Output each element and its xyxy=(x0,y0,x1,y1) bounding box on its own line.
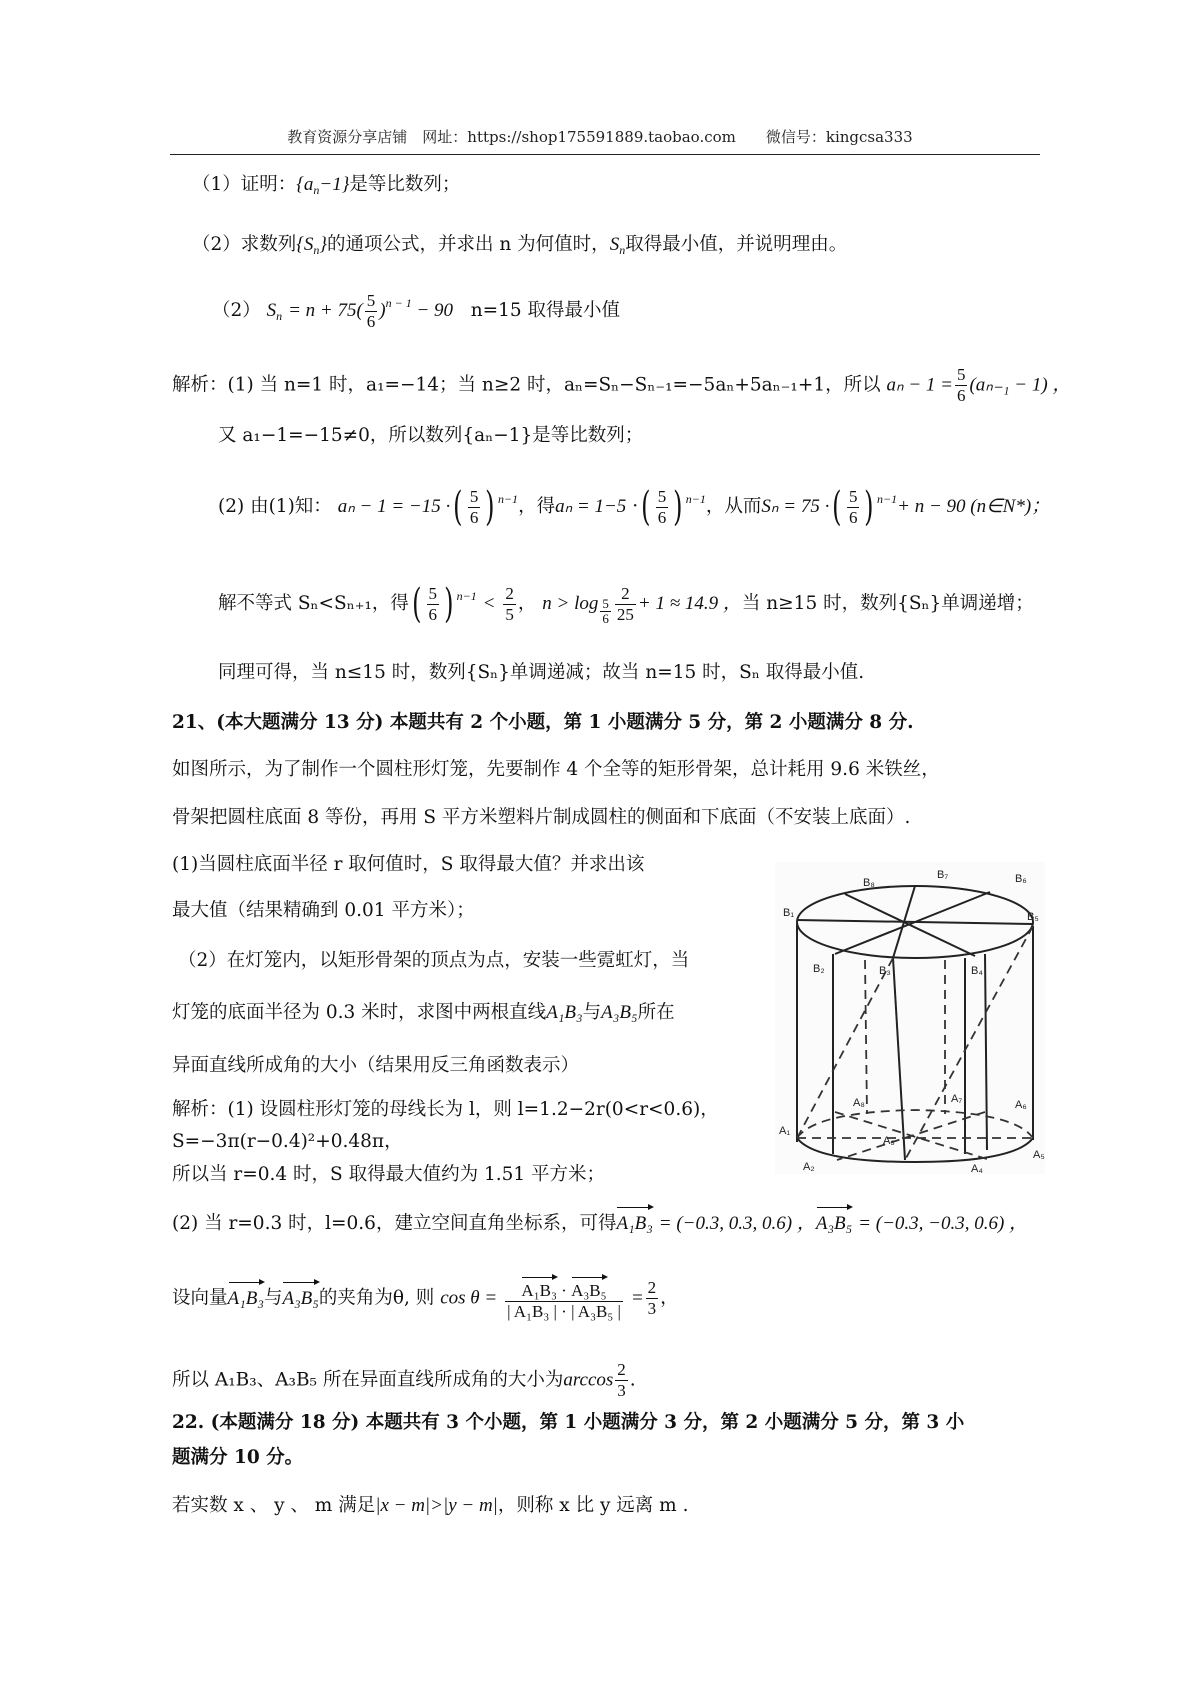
svg-text:A₅: A₅ xyxy=(1033,1149,1045,1161)
svg-text:B₂: B₂ xyxy=(813,963,825,975)
svg-text:B₈: B₈ xyxy=(863,877,875,889)
q21-solution-line1: 解析：(1) 设圆柱形灯笼的母线长为 l，则 l=1.2−2r(0<r<0.6)， xyxy=(172,1099,719,1120)
svg-text:A₁: A₁ xyxy=(779,1125,791,1137)
svg-text:A₇: A₇ xyxy=(951,1093,963,1105)
q21-q1-line1: (1)当圆柱底面半径 r 取何值时，S 取得最大值？并求出该 xyxy=(172,854,645,875)
q21-solution-line4: (2) 当 r=0.3 时，l=0.6，建立空间直角坐标系，可得A₁B₃ = (−0.3, 0.3, 0.6) ，A₃B₅ = (−0.3, −0.3, 0.6) ， xyxy=(172,1205,1028,1237)
svg-text:B₅: B₅ xyxy=(1027,911,1039,923)
q22-title-line2: 题满分 10 分。 xyxy=(172,1447,304,1468)
q21-solution-line2: S=−3π(r−0.4)²+0.48π， xyxy=(172,1131,403,1152)
q20-answer: （2） $S_n = n + 75$( $\frac{5}{6}$ )$^{n - 1}$ − 90 n=15 取得最小值 xyxy=(212,290,621,331)
q20-solution-line4: 解不等式 Sₙ<Sₙ₊₁，得( $\frac{5}{6}$ ) $^{n-1}$ < $\frac{2}{5}$ ， n > log $\frac{5}{6}$ $\frac{2}{25}$ + 1 ≈ 14.9 ，当 n≥15 时，数列{Sₙ}单调递增； xyxy=(218,581,1034,627)
q22-definition: 若实数 x 、 y 、 m 满足|x − m|>|y − m|，则称 x 比 y 远离 m . xyxy=(172,1495,689,1516)
q21-solution-line3: 所以当 r=0.4 时，S 取得最大值约为 1.51 平方米； xyxy=(172,1164,606,1185)
q21-q2-line3: 异面直线所成角的大小（结果用反三角函数表示） xyxy=(172,1055,580,1076)
q21-q2-line2: 灯笼的底面半径为 0.3 米时，求图中两根直线A₁B₃与A₃B₅所在 xyxy=(172,1002,675,1023)
lantern-cylinder-figure xyxy=(775,862,1045,1174)
q21-solution-line6: 所以 A₁B₃、A₃B₅ 所在异面直线所成角的大小为arccos $\frac{2}{3}$ . xyxy=(172,1360,636,1400)
svg-text:A₄: A₄ xyxy=(971,1163,983,1174)
q21-para1: 如图所示，为了制作一个圆柱形灯笼，先要制作 4 个全等的矩形骨架，总计耗用 9.6 米铁丝， xyxy=(172,759,940,780)
q21-q2-line1: （2）在灯笼内，以矩形骨架的顶点为点，安装一些霓虹灯，当 xyxy=(178,950,690,971)
q20-part1: （1）证明：$\{a_n-1\}$是等比数列； xyxy=(192,174,461,197)
svg-text:B₃: B₃ xyxy=(879,965,891,977)
svg-text:A₂: A₂ xyxy=(803,1161,815,1173)
q20-solution-line1: 解析：(1) 当 n=1 时，a₁=−14；当 n≥2 时，aₙ=Sₙ−Sₙ₋₁=−5aₙ+5aₙ₋₁+1，所以 aₙ − 1 = $\frac{5}{6}$ (aₙ₋₁ − 1) ， xyxy=(172,365,1072,405)
q20-solution-line3: (2) 由(1)知： aₙ − 1 = −15 ·( $\frac{5}{6}$ ) $^{n-1}$，得aₙ = 1−5 ·( $\frac{5}{6}$ ) $^{n-1}$，从而Sₙ = 75 ·( $\frac{5}{6}$ ) $^{n-1}$+ n − 90 (n∈N*)； xyxy=(218,484,1051,530)
svg-text:A₈: A₈ xyxy=(853,1097,865,1109)
page-header: 教育资源分享店铺 网址：https://shop175591889.taobao.com 微信号：kingcsa333 xyxy=(287,128,913,146)
svg-text:B₇: B₇ xyxy=(937,869,949,881)
svg-text:A₃: A₃ xyxy=(883,1135,895,1147)
header-divider xyxy=(170,154,1040,155)
svg-text:B₆: B₆ xyxy=(1015,873,1027,885)
q20-part2: （2）求数列$\{S_n\}$的通项公式，并求出 n 为何值时，$S_n$取得最小值，并说明理由。 xyxy=(192,234,848,257)
q20-solution-line5: 同理可得，当 n≤15 时，数列{Sₙ}单调递减；故当 n=15 时，Sₙ 取得最小值. xyxy=(218,662,865,683)
q21-q1-line2: 最大值（结果精确到 0.01 平方米）； xyxy=(172,900,475,921)
q22-title-line1: 22. (本题满分 18 分) 本题共有 3 个小题，第 1 小题满分 3 分，第 2 小题满分 5 分，第 3 小 xyxy=(172,1412,965,1433)
q21-para2: 骨架把圆柱底面 8 等份，再用 S 平方米塑料片制成圆柱的侧面和下底面（不安装上底面）. xyxy=(172,807,911,828)
q21-solution-line5: 设向量A₁B₃与A₃B₅的夹角为θ, 则 cos θ = $\frac{\text{A₁B₃ · A₃B₅}}{\text{| A₁B₃ | · | A₃B₅ |}}$ = $\frac{2}{3}$ ， xyxy=(172,1275,679,1322)
svg-text:A₆: A₆ xyxy=(1015,1099,1027,1111)
q20-solution-line2: 又 a₁−1=−15≠0，所以数列{aₙ−1}是等比数列； xyxy=(218,425,644,446)
svg-text:B₁: B₁ xyxy=(783,907,795,919)
svg-text:B₄: B₄ xyxy=(971,965,983,977)
q21-title: 21、(本大题满分 13 分) 本题共有 2 个小题，第 1 小题满分 5 分，第 2 小题满分 8 分. xyxy=(172,712,914,733)
